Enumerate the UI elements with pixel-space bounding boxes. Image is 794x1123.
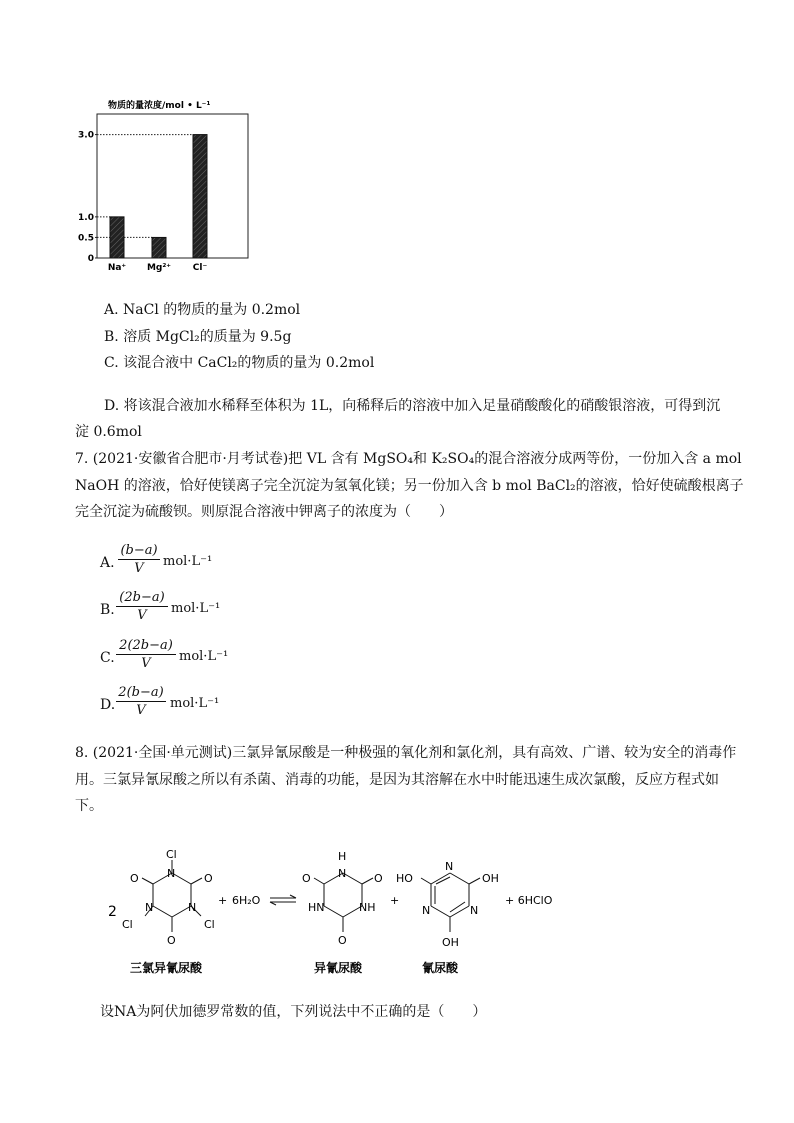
chart-xtick-2: Cl⁻ xyxy=(192,263,208,273)
atom-n-top-2: N xyxy=(338,867,347,880)
q6-option-d-line2: 淀 0.6mol xyxy=(75,424,142,440)
q7-option-d-unit: mol·L⁻¹ xyxy=(170,696,220,711)
atom-o-bottom: O xyxy=(167,934,176,947)
molecule-cyanuric-acid xyxy=(421,873,480,932)
atom-hn-left: HN xyxy=(308,901,325,914)
q7-option-d-label: D. xyxy=(100,697,116,713)
atom-cl-left: Cl xyxy=(122,918,133,931)
q7-option-b-unit: mol·L⁻¹ xyxy=(171,601,221,616)
atom-ho-left: HO xyxy=(396,872,413,885)
chart-ylabel: 物质的量浓度/mol • L⁻¹ xyxy=(108,101,211,111)
q6-option-c: C. 该混合液中 CaCl₂的物质的量为 0.2mol xyxy=(104,355,375,371)
chart-bar-2 xyxy=(193,135,207,258)
chart-xticks xyxy=(108,263,208,273)
atom-oh-right: OH xyxy=(482,872,499,885)
q6-option-a: A. NaCl 的物质的量为 0.2mol xyxy=(104,302,301,318)
q7-option-a-unit: mol·L⁻¹ xyxy=(163,554,213,569)
q8-stem-line2: 用。三氯异氰尿酸之所以有杀菌、消毒的功能，是因为其溶解在水中时能迅速生成次氯酸，反应方程式如 xyxy=(75,772,719,788)
q6-option-b: B. 溶质 MgCl₂的质量为 9.5g xyxy=(104,329,292,345)
chart-ytick-0: 0 xyxy=(87,254,94,264)
chart-bars xyxy=(110,135,207,258)
atom-o-right-2: O xyxy=(374,872,383,885)
atom-cl-top: Cl xyxy=(166,848,177,861)
plus-2: + xyxy=(390,894,400,907)
q8-stem-line3: 下。 xyxy=(75,798,103,814)
atom-h-top: H xyxy=(338,850,347,863)
atom-o-bottom-2: O xyxy=(338,934,347,947)
chart-ytick-3: 3.0 xyxy=(78,130,94,141)
chart-ytick-1: 0.5 xyxy=(78,233,94,244)
atom-o-left: O xyxy=(130,872,139,885)
name-trichloroisocyanuric-acid: 三氯异氰尿酸 xyxy=(130,961,203,975)
q7-option-a-fraction: (b−a) V xyxy=(118,543,160,576)
product-hclo: + 6HClO xyxy=(505,894,553,907)
equilibrium-arrow xyxy=(270,895,296,905)
name-cyanuric-acid: 氰尿酸 xyxy=(422,961,459,975)
chart-yticks xyxy=(78,131,97,264)
atom-n-left-3: N xyxy=(422,904,431,917)
chart-bar-1 xyxy=(152,237,166,258)
atom-nh-right: NH xyxy=(359,901,376,914)
concentration-bar-chart xyxy=(80,92,260,277)
chart-ytick-2: 1.0 xyxy=(78,212,94,223)
reaction-scheme xyxy=(100,840,580,980)
atom-oh-bottom: OH xyxy=(442,936,459,949)
q7-option-d-fraction: 2(b−a) V xyxy=(116,685,166,718)
chart-xtick-0: Na⁺ xyxy=(107,263,127,273)
atom-n-top-3: N xyxy=(445,860,454,873)
chart-bar-0 xyxy=(110,217,124,258)
atom-o-left-2: O xyxy=(302,872,311,885)
reaction-coefficient: 2 xyxy=(108,904,117,920)
q7-option-c-unit: mol·L⁻¹ xyxy=(179,649,229,664)
chart-xtick-1: Mg²⁺ xyxy=(146,263,172,273)
q6-option-d-line1: D. 将该混合液加水稀释至体积为 1L，向稀释后的溶液中加入足量硝酸酸化的硝酸银溶液，可得到沉 xyxy=(104,398,721,414)
atom-cl-right: Cl xyxy=(204,918,215,931)
q8-question: 设NA为阿伏加德罗常数的值，下列说法中不正确的是（ ） xyxy=(100,1004,487,1020)
q7-option-b-fraction: (2b−a) V xyxy=(116,590,168,623)
q7-stem-line1: 7. (2021·安徽省合肥市·月考试卷)把 VL 含有 MgSO₄和 K₂SO₄的混合溶液分成两等份，一份加入含 a mol xyxy=(75,451,742,467)
atom-n-right-3: N xyxy=(470,904,479,917)
q8-stem-line1: 8. (2021·全国·单元测试)三氯异氰尿酸是一种极强的氧化剂和氯化剂，具有高效、广谱、较为安全的消毒作 xyxy=(75,745,737,761)
name-isocyanuric-acid: 异氰尿酸 xyxy=(314,961,363,975)
atom-o-right: O xyxy=(204,872,213,885)
atom-n-right: N xyxy=(188,901,197,914)
atom-n-top: N xyxy=(167,867,176,880)
plus-1: + xyxy=(218,894,228,907)
q7-stem-line3: 完全沉淀为硫酸钡。则原混合溶液中钾离子的浓度为（ ） xyxy=(75,504,453,520)
q7-stem-line2: NaOH 的溶液，恰好使镁离子完全沉淀为氢氧化镁；另一份加入含 b mol BaCl₂的溶液，恰好使硫酸根离子 xyxy=(75,478,744,494)
q7-option-a-label: A. xyxy=(100,555,115,571)
q7-option-b-label: B. xyxy=(100,602,115,618)
reactant-water: 6H₂O xyxy=(232,894,261,907)
q7-option-c-label: C. xyxy=(100,650,115,666)
atom-n-left: N xyxy=(145,901,154,914)
q7-option-c-fraction: 2(2b−a) V xyxy=(116,638,176,671)
